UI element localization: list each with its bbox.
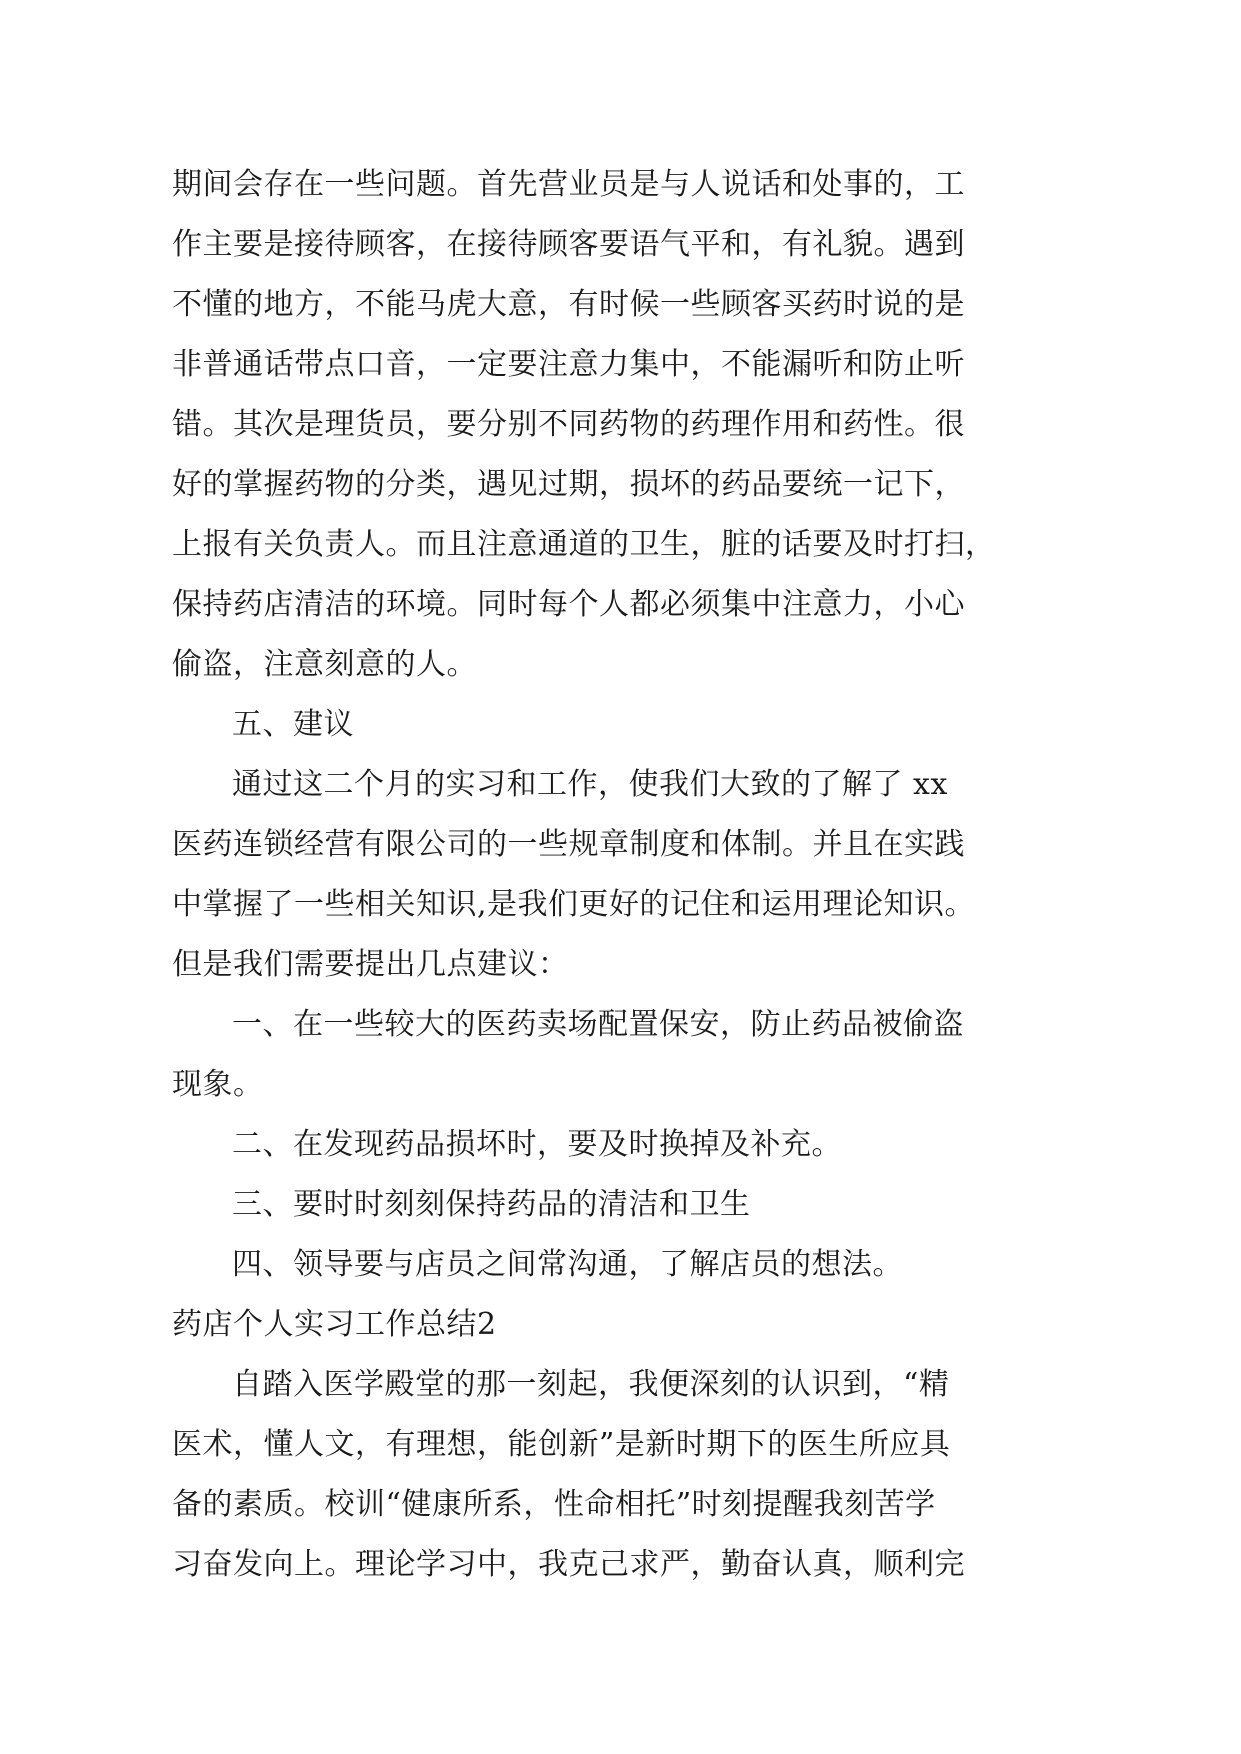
list-item: 一、在一些较大的医药卖场配置保安，防止药品被偷盗 [232,1007,964,1042]
section-heading: 五、建议 [232,707,354,742]
text-line: 医药连锁经营有限公司的一些规章制度和体制。并且在实践 [172,827,965,862]
text-line: 但是我们需要提出几点建议： [172,947,569,982]
text-line: 作主要是接待顾客，在接待顾客要语气平和，有礼貌。遇到 [172,227,965,262]
text-line: 保持药店清洁的环境。同时每个人都必须集中注意力，小心 [172,587,965,622]
text-line: 医术，懂人文，有理想，能创新”是新时期下的医生所应具 [172,1427,951,1462]
text-line: 错。其次是理货员，要分别不同药物的药理作用和药性。很 [172,407,965,442]
text-line: 好的掌握药物的分类，遇见过期，损坏的药品要统一记下， [172,467,965,502]
text-line: 期间会存在一些问题。首先营业员是与人说话和处事的，工 [172,167,965,202]
text-line: 上报有关负责人。而且注意通道的卫生，脏的话要及时打扫， [172,527,996,562]
document-body [172,155,1052,1595]
text-line: 自踏入医学殿堂的那一刻起，我便深刻的认识到，“精 [232,1367,950,1402]
list-item: 二、在发现药品损坏时，要及时换掉及补充。 [232,1127,842,1162]
text-line: 习奋发向上。理论学习中，我克己求严，勤奋认真，顺利完 [172,1547,965,1582]
text-line: 中掌握了一些相关知识,是我们更好的记住和运用理论知识。 [172,887,976,922]
text-line: 备的素质。校训“健康所系，性命相托”时刻提醒我刻苦学 [172,1487,936,1522]
text-line: 通过这二个月的实习和工作，使我们大致的了解了 xx [232,767,948,802]
text-line: 不懂的地方，不能马虎大意，有时候一些顾客买药时说的是 [172,287,965,322]
text-line: 偷盗，注意刻意的人。 [172,647,477,682]
list-item: 三、要时时刻刻保持药品的清洁和卫生 [232,1187,751,1222]
text-line: 非普通话带点口音，一定要注意力集中，不能漏听和防止听 [172,347,965,382]
text-line: 现象。 [172,1067,264,1102]
document-title: 药店个人实习工作总结2 [172,1307,497,1342]
list-item: 四、领导要与店员之间常沟通，了解店员的想法。 [232,1247,903,1282]
